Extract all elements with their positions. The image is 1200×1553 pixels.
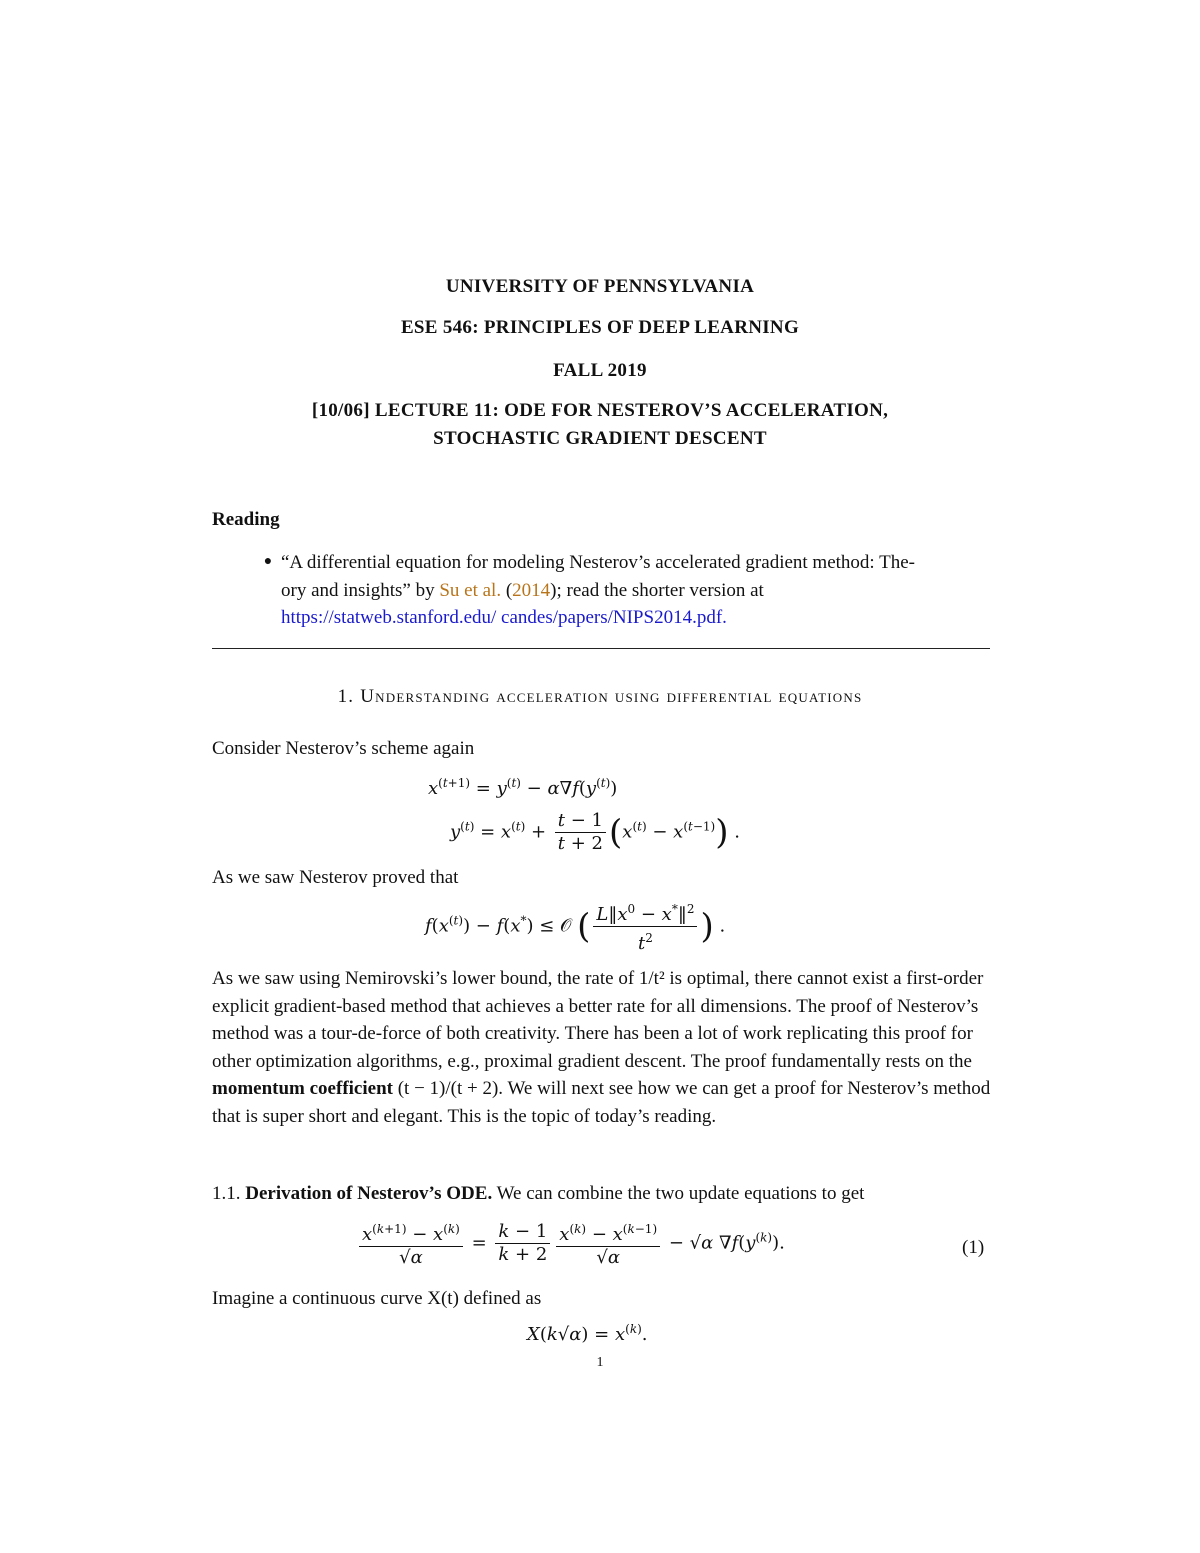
- intro-text: Consider Nesterov’s scheme again: [212, 738, 475, 759]
- section-title: Understanding acceleration using differential equations: [360, 686, 863, 707]
- equation-y-update: $y^{(t)} = x^{(t)}$ + $\frac{t - 1}{t + 2}$ $(x^{(t)} - x^{(t-1)})$ .: [450, 810, 740, 854]
- section-number: 1.: [337, 686, 355, 707]
- paragraph-text: As we saw using Nemirovski’s lower bound, the rate of 1/t² is optimal, there cannot exist a first-order explicit gradient-based method that achieves a better rate for all dimensions. The proof of Nesterov’s method was a tour-de-force of both creativity. There has been a lot of work replicating this proof for other optimization algorithms, e.g., proximal gradient descent. The proof fundamentally rests on the: [212, 968, 984, 1072]
- equation-number: (1): [962, 1237, 985, 1258]
- section-heading: [0, 686, 1200, 708]
- subsection-heading: [212, 1183, 864, 1205]
- header-term: FALL 2019: [553, 360, 647, 381]
- header-lecture-title: [10/06] LECTURE 11: ODE FOR NESTEROV’S ACCELERATION,: [311, 400, 889, 421]
- equation-x-update: $x^{(t+1)} = y^{(t)} - \alpha\nabla f(y^{(t)})$: [428, 776, 618, 799]
- header-course: ESE 546: PRINCIPLES OF DEEP LEARNING: [400, 317, 800, 338]
- reading-item-line3: [281, 604, 1001, 632]
- header-lecture-title-cont: STOCHASTIC GRADIENT DESCENT: [433, 428, 767, 449]
- citation-year-link[interactable]: 2014: [512, 579, 551, 601]
- subsection-text: We can combine the two update equations to get: [492, 1183, 865, 1204]
- bullet-icon: ●: [263, 554, 273, 569]
- reading-heading: Reading: [212, 509, 280, 530]
- citation-open: (: [501, 579, 513, 601]
- paragraph-text-cont: (t − 1)/(t + 2). We will next see how we can get a proof for Nesterov’s method that is super short and elegant. This is the topic of today’s reading.: [212, 1078, 991, 1127]
- proved-text: As we saw Nesterov proved that: [212, 867, 459, 888]
- curve-text: Imagine a continuous curve X(t) defined as: [212, 1288, 542, 1309]
- horizontal-divider: [212, 648, 990, 649]
- subsection-title: Derivation of Nesterov’s ODE.: [245, 1183, 493, 1204]
- page-number: 1: [596, 1355, 604, 1370]
- body-paragraph: [212, 965, 992, 1130]
- reading-item-line1: “A differential equation for modeling Nesterov’s accelerated gradient method: The-: [281, 552, 915, 573]
- reading-item-tail: ); read the shorter version at: [550, 579, 764, 601]
- subsection-number: 1.1.: [212, 1183, 241, 1204]
- citation-author-link[interactable]: Su et al.: [439, 579, 502, 601]
- header-university: UNIVERSITY OF PENNSYLVANIA: [445, 276, 755, 297]
- paper-url-link[interactable]: https://statweb.stanford.edu/ candes/papers/NIPS2014.pdf.: [281, 607, 727, 628]
- equation-convergence-bound: $f(x^{(t)}) - f(x^*)$ ≤ 𝒪 ( $\frac{L‖x^0 - x^*‖^2}{t^2}$ ) .: [425, 898, 725, 955]
- reading-item: [281, 549, 1001, 632]
- reading-item-line2: [281, 577, 1001, 605]
- equation-curve-definition: $X(k√\alpha) = x^{(k)}$.: [527, 1322, 648, 1345]
- paragraph-bold-term: momentum coefficient: [212, 1078, 393, 1099]
- equation-1-discrete-update: $\frac{x^{(k+1)} - x^{(k)}}{√\alpha}$ = $\frac{k - 1}{k + 2}$ $\frac{x^{(k)} - x^{(k-1)}}{√\alpha}$ − √α $\nabla f(y^{(k)})$.: [356, 1218, 785, 1269]
- reading-item-text: ory and insights” by: [281, 579, 440, 601]
